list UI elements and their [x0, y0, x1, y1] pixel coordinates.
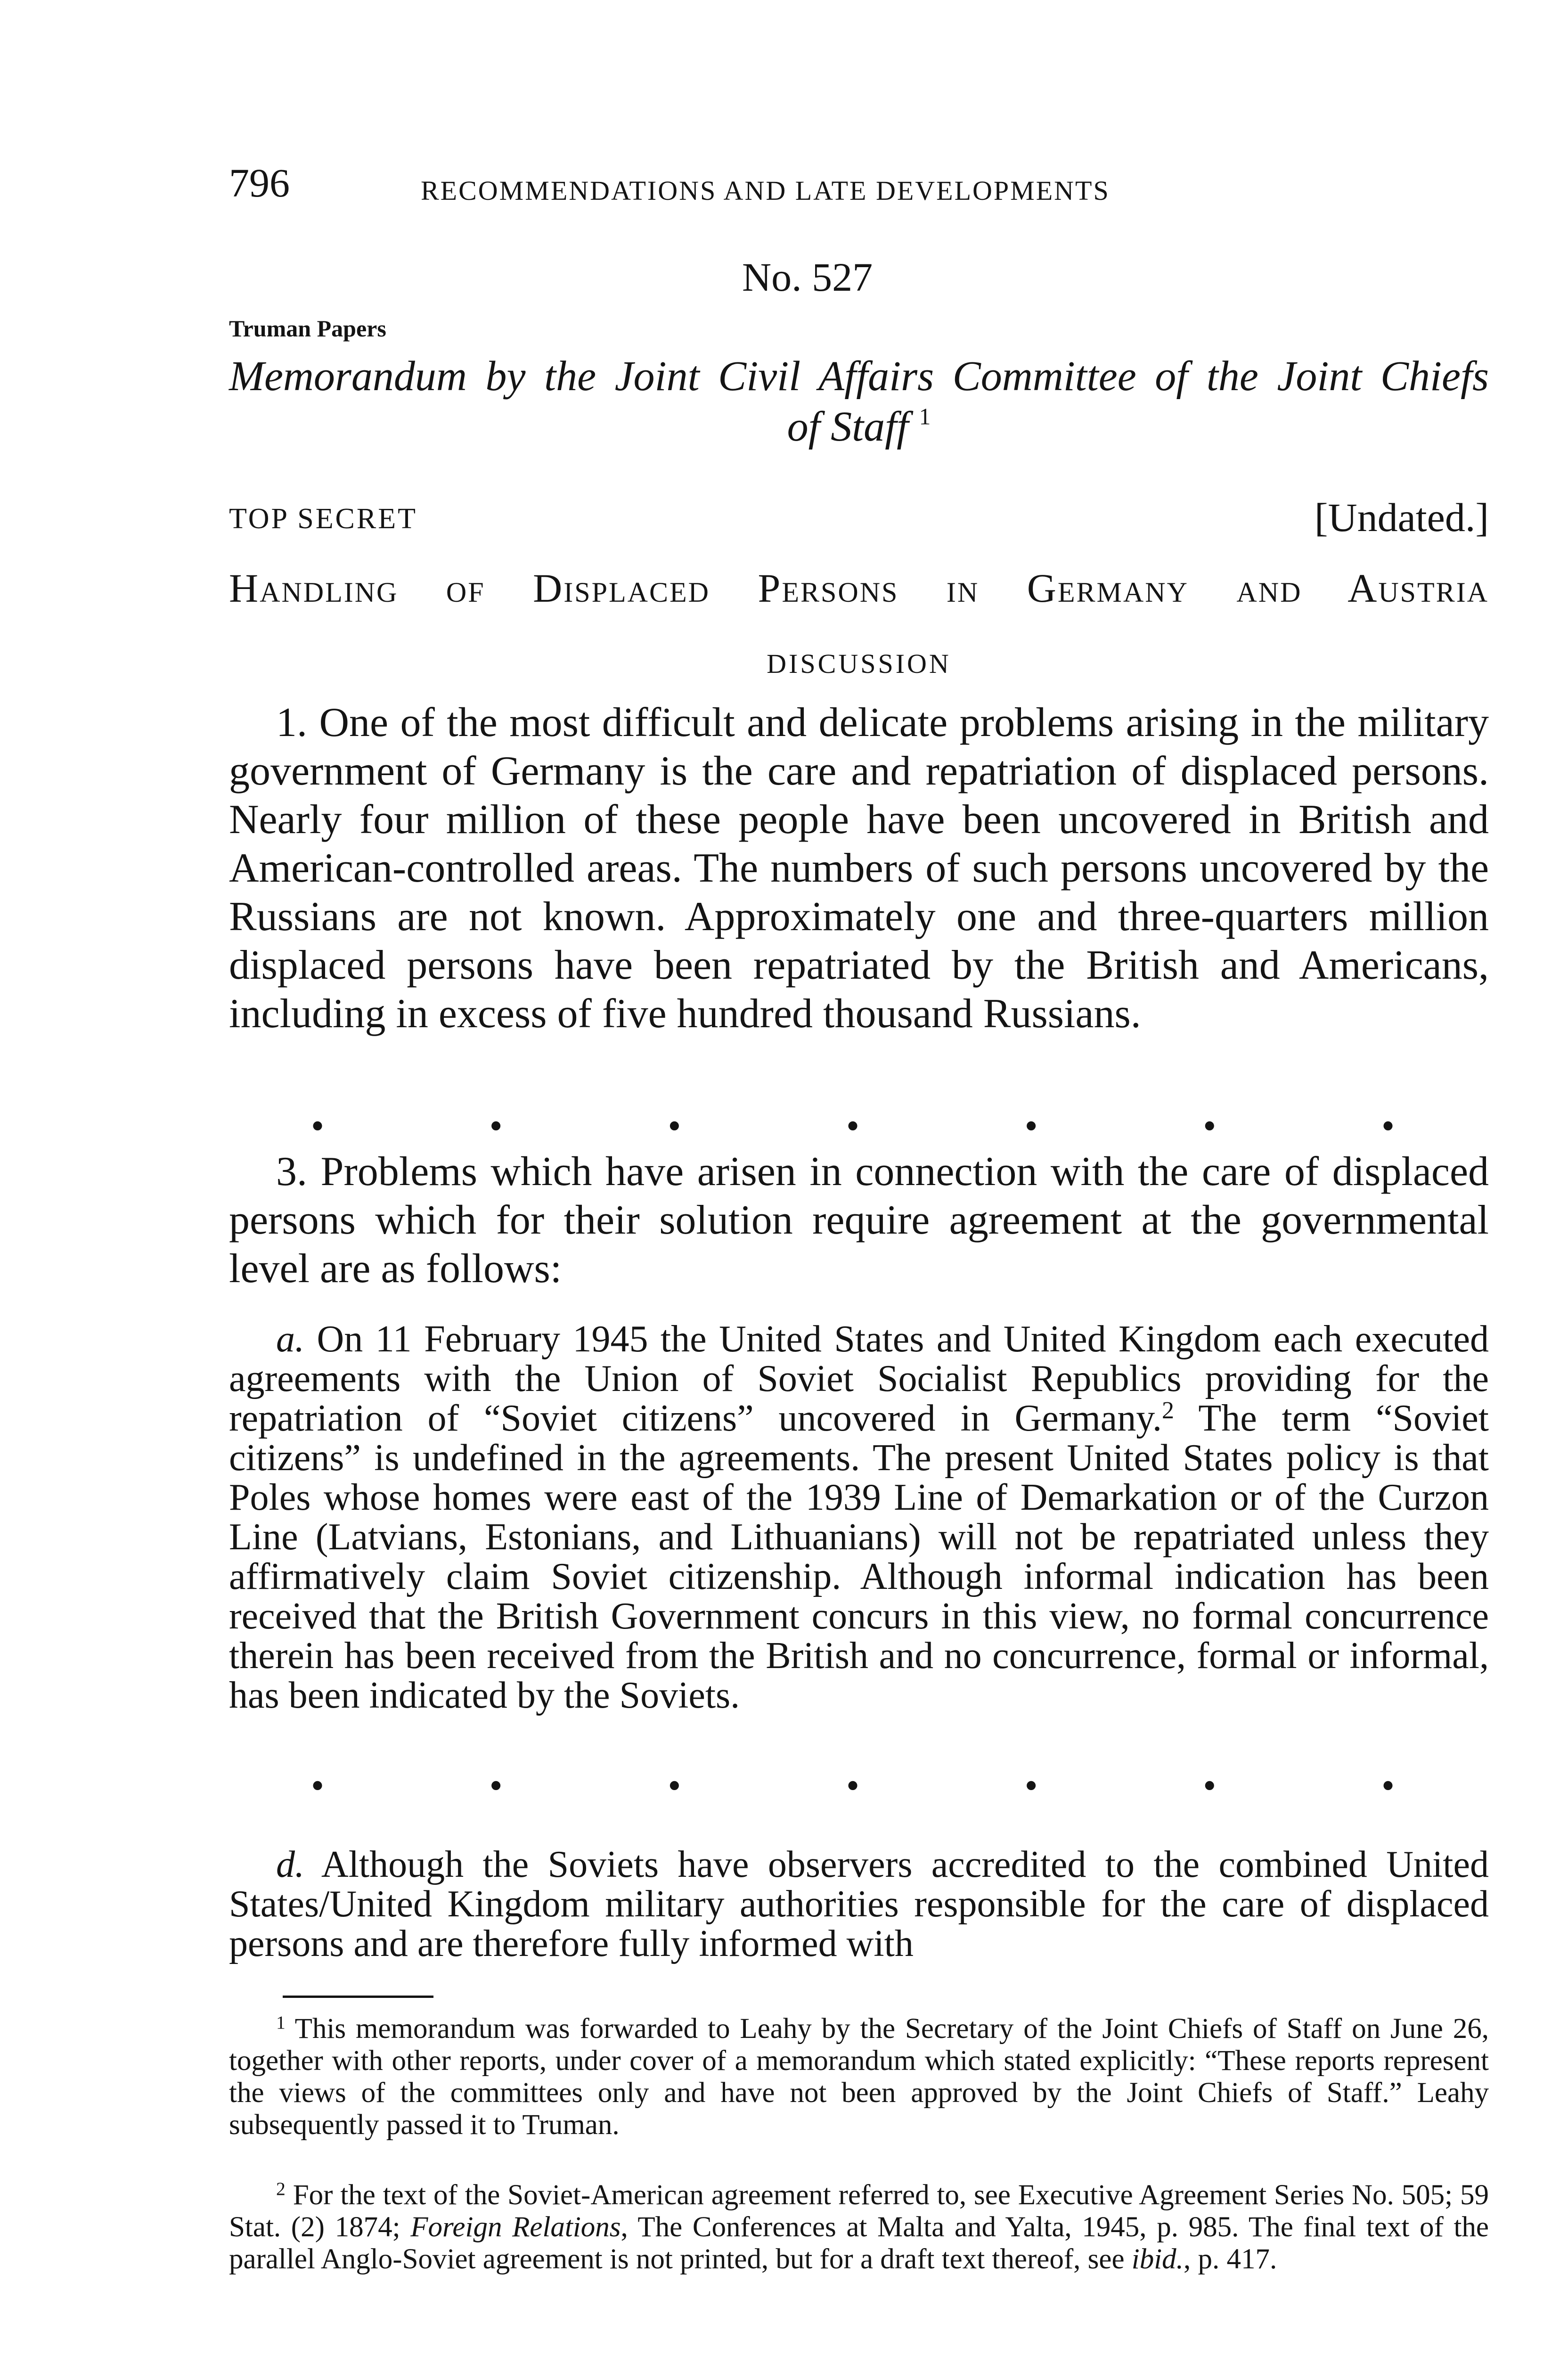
ellipsis-dot: •: [668, 1765, 681, 1807]
ellipsis-dot: •: [1203, 1765, 1217, 1807]
paragraph-a-letter: a.: [276, 1318, 304, 1360]
ellipsis-dot: •: [1024, 1105, 1038, 1147]
date-note: [Undated.]: [1314, 495, 1489, 540]
document-title-line2: [229, 401, 1489, 452]
footnote-1-text: This memorandum was forwarded to Leahy by the Secretary of the Joint Chiefs of Staff on June 26, together with other reports, under cover of a memorandum which stated explicitly: “These reports represent the views of the committees only and have not been approved by the Joint Chiefs of Staff.” Leahy subsequently passed it to Truman.: [229, 2013, 1489, 2141]
footnote-2-italic-1: Foreign Relations: [410, 2211, 621, 2243]
ellipsis-dot: •: [489, 1105, 503, 1147]
paragraph-d-text: Although the Soviets have observers accredited to the combined United States/United Kingdom military authorities responsible for the care of displaced persons and are therefore fully informed with: [229, 1844, 1489, 1964]
section-subheading: DISCUSSION: [767, 648, 951, 679]
footnote-2: [229, 2179, 1489, 2275]
document-title: [229, 351, 1489, 452]
page-number: 796: [229, 160, 290, 205]
ellipsis-dot: •: [1381, 1765, 1395, 1807]
running-head: RECOMMENDATIONS AND LATE DEVELOPMENTS: [421, 175, 1110, 206]
footnote-2-italic-2: ibid.: [1131, 2243, 1184, 2275]
source-label: Truman Papers: [229, 315, 386, 342]
paragraph-3: 3. Problems which have arisen in connection with the care of displaced persons which for their solution require agreement at the governmental level are as follows:: [229, 1149, 1489, 1292]
footnote-2-text-2: , The Conferences at Malta and Yalta, 1945, p. 985. The final text of the parallel Anglo-Soviet agreement is not printed, but for a draft text thereof, see: [229, 2211, 1489, 2275]
ellipsis-dot: •: [846, 1765, 859, 1807]
paragraph-d: [229, 1845, 1489, 1963]
document-title-line1: Memorandum by the Joint Civil Affairs Committee of the Joint Chiefs: [229, 353, 1489, 400]
paragraph-a-text-1: On 11 February 1945 the United States and United Kingdom each executed agreements with the Union of Soviet Socialist Republics providing for the repatriation of “Soviet citizens” uncovered in Germany.: [229, 1318, 1489, 1439]
ellipsis-dot: •: [668, 1105, 681, 1147]
footnote-1: [229, 2013, 1489, 2141]
ellipsis-row-1: [311, 1107, 1395, 1145]
footnote-1-mark: 1: [276, 2012, 286, 2033]
classification-label: TOP SECRET: [229, 503, 418, 535]
section-heading: Handling of Displaced Persons in Germany and Austria: [229, 565, 1489, 611]
ellipsis-dot: •: [311, 1765, 325, 1807]
ellipsis-dot: •: [1203, 1105, 1217, 1147]
ellipsis-dot: •: [489, 1765, 503, 1807]
footnote-2-text-1: For the text of the Soviet-American agreement referred to, see Executive Agreement Series No. 505; 59 Stat. (2) 1874;: [229, 2179, 1489, 2243]
ellipsis-dot: •: [311, 1105, 325, 1147]
paragraph-a: [229, 1319, 1489, 1715]
paragraph-a-footnote-ref: 2: [1162, 1397, 1174, 1424]
title-footnote-ref: 1: [919, 403, 931, 430]
document-title-line2-text: of Staff: [787, 403, 909, 450]
footnote-2-text-3: , p. 417.: [1183, 2243, 1277, 2275]
footnote-2-mark: 2: [276, 2178, 286, 2200]
ellipsis-dot: •: [846, 1105, 859, 1147]
document-number: No. 527: [742, 254, 873, 300]
paragraph-d-letter: d.: [276, 1844, 304, 1885]
footnote-rule: [283, 1996, 433, 1998]
ellipsis-dot: •: [1024, 1765, 1038, 1807]
ellipsis-dot: •: [1381, 1105, 1395, 1147]
paragraph-1: 1. One of the most difficult and delicate problems arising in the military government of Germany is the care and repatriation of displaced persons. Nearly four million of these people have been uncovered in British and American-controlled areas. The numbers of such persons uncovered by the Russians are not known. Approximately one and three-quarters million displaced persons have been repatriated by the British and Americans, including in excess of five hundred thousand Russians.: [229, 700, 1489, 1037]
ellipsis-row-2: [311, 1767, 1395, 1805]
paragraph-a-text-2: The term “Soviet citizens” is undefined in the agreements. The present United States policy is that Poles whose homes were east of the 1939 Line of Demarkation or of the Curzon Line (Latvians, Estonians, and Lithuanians) will not be repatriated unless they affirmatively claim Soviet citizenship. Although informal indication has been received that the British Government concurs in this view, no formal concurrence therein has been received from the British and no concurrence, formal or informal, has been indicated by the Soviets.: [229, 1398, 1489, 1716]
